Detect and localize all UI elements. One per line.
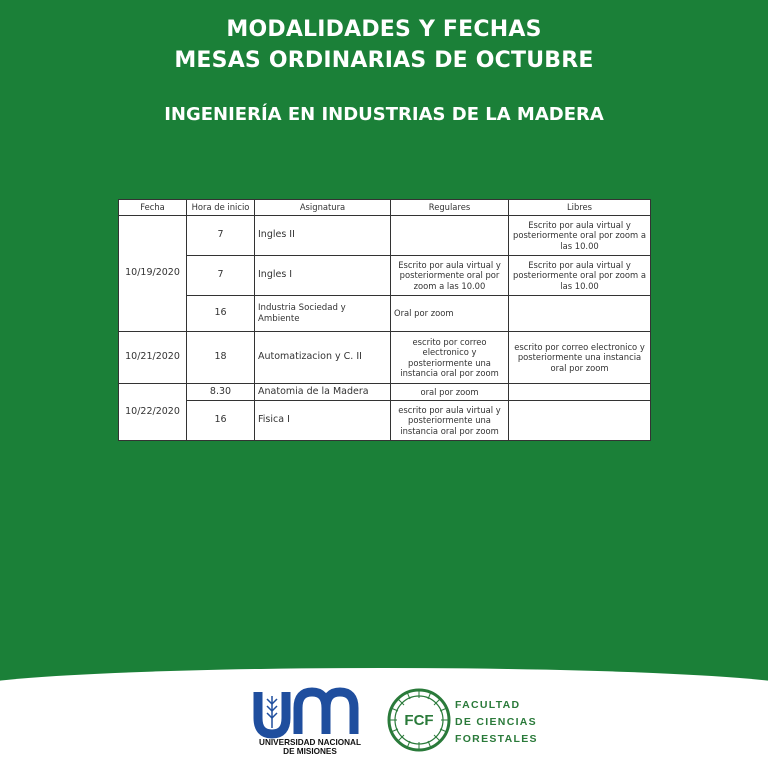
footer-band — [0, 668, 768, 768]
date-cell: 10/22/2020 — [119, 384, 187, 441]
fcf-logo — [387, 688, 451, 752]
libres-cell — [509, 401, 651, 441]
header-libres: Libres — [509, 200, 651, 216]
subject-cell: Ingles II — [255, 216, 391, 256]
regulares-cell: oral por zoom — [391, 384, 509, 401]
page-title — [0, 14, 768, 76]
subject-cell: Ingles I — [255, 256, 391, 296]
subject-cell: Fisica I — [255, 401, 391, 441]
career-subtitle: INGENIERÍA EN INDUSTRIAS DE LA MADERA — [164, 104, 604, 125]
fcf-logo-text: FCF — [404, 712, 434, 729]
svg-text:UNM: UNM — [310, 724, 313, 725]
fcf-name-line-3: FORESTALES — [455, 733, 538, 745]
table-row — [119, 384, 651, 401]
unam-name-line-1: UNIVERSIDAD NACIONAL — [259, 738, 361, 747]
exam-schedule-table — [118, 199, 651, 441]
time-cell: 16 — [187, 296, 255, 332]
time-cell: 18 — [187, 332, 255, 384]
subject-cell: Industria Sociedad y Ambiente — [255, 296, 391, 332]
table-header-row — [119, 200, 651, 216]
time-cell: 7 — [187, 256, 255, 296]
time-cell: 16 — [187, 401, 255, 441]
regulares-cell: Oral por zoom — [391, 296, 509, 332]
title-line-2: MESAS ORDINARIAS DE OCTUBRE — [174, 48, 594, 73]
table-row — [119, 332, 651, 384]
subject-cell: Anatomia de la Madera — [255, 384, 391, 401]
table-row — [119, 401, 651, 441]
header-hora: Hora de inicio — [187, 200, 255, 216]
header-asignatura: Asignatura — [255, 200, 391, 216]
table-row — [119, 216, 651, 256]
libres-cell: Escrito por aula virtual y posteriormente oral por zoom a las 10.00 — [509, 256, 651, 296]
time-cell: 7 — [187, 216, 255, 256]
libres-cell — [509, 296, 651, 332]
unam-name — [246, 738, 374, 756]
regulares-cell — [391, 216, 509, 256]
unam-name-line-2: DE MISIONES — [283, 747, 337, 756]
date-cell: 10/19/2020 — [119, 216, 187, 332]
regulares-cell: escrito por correo electronico y posteriormente una instancia oral por zoom — [391, 332, 509, 384]
regulares-cell: Escrito por aula virtual y posteriormente oral por zoom a las 10.00 — [391, 256, 509, 296]
header-fecha: Fecha — [119, 200, 187, 216]
table-row — [119, 256, 651, 296]
fcf-name-line-2: DE CIENCIAS — [455, 716, 537, 728]
fcf-name — [455, 697, 538, 748]
time-cell: 8.30 — [187, 384, 255, 401]
regulares-cell: escrito por aula virtual y posteriormente una instancia oral por zoom — [391, 401, 509, 441]
libres-cell: Escrito por aula virtual y posteriormente oral por zoom a las 10.00 — [509, 216, 651, 256]
table-row — [119, 296, 651, 332]
date-cell: 10/21/2020 — [119, 332, 187, 384]
header-regulares: Regulares — [391, 200, 509, 216]
subject-cell: Automatizacion y C. II — [255, 332, 391, 384]
title-line-1: MODALIDADES Y FECHAS — [226, 17, 542, 42]
fcf-name-line-1: FACULTAD — [455, 699, 521, 711]
libres-cell — [509, 384, 651, 401]
libres-cell: escrito por correo electronico y posteriormente una instancia oral por zoom — [509, 332, 651, 384]
